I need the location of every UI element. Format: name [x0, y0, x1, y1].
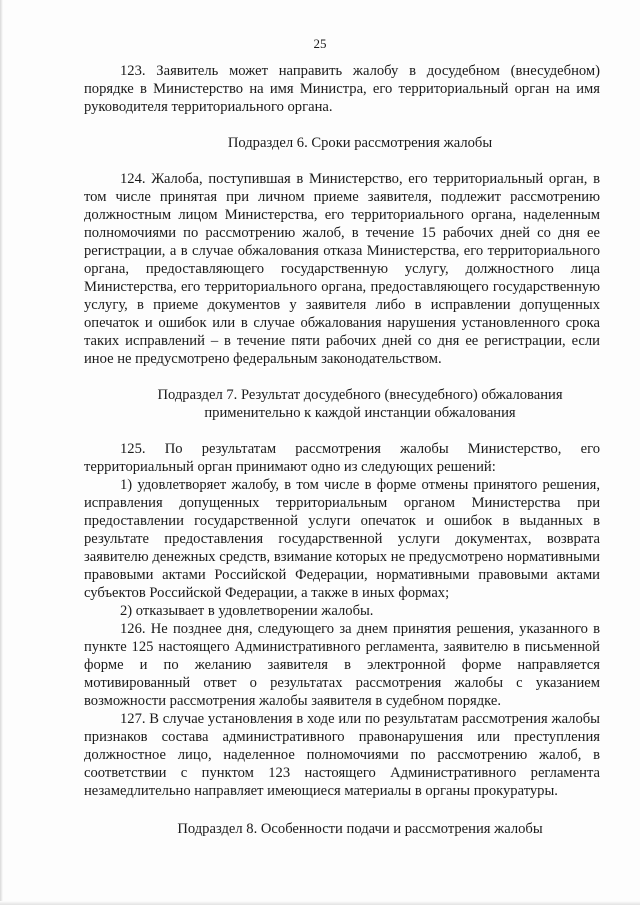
paragraph-126: 126. Не позднее дня, следующего за днем принятия решения, указанного в пункте 125 настоящего Административного регламента, заявителю в письменной форме и по желанию заявителя в электронной форме направляется мотивированный ответ о результатах рассмотрения жалобы с указанием возможности рассмотрения жалобы заявителя в судебном порядке. — [84, 621, 600, 709]
paragraph-123: 123. Заявитель может направить жалобу в досудебном (внесудебном) порядке в Министерство на имя Министра, его территориальный орган на имя руководителя территориального органа. — [84, 63, 600, 115]
paragraph-125-item-2: 2) отказывает в удовлетворении жалобы. — [120, 603, 374, 619]
paragraph-125-item-1: 1) удовлетворяет жалобу, в том числе в форме отмены принятого решения, исправления допущенных территориальным органом Министерства при предоставлении государственной услуги опечаток и ошибок в выданных в результате предоставления государственной услуги документах, возврата заявителю денежных средств, взимание которых не предусмотрено нормативными правовыми актами Российской Федерации, нормативными правовыми актами субъектов Российской Федерации, а также в иных формах; — [84, 477, 600, 601]
subsection-heading-7-line2: применительно к каждой инстанции обжалования — [204, 405, 516, 421]
subsection-heading-8: Подраздел 8. Особенности подачи и рассмотрения жалобы — [177, 821, 543, 837]
paragraph-125: 125. По результатам рассмотрения жалобы Министерство, его территориальный орган принимают одно из следующих решений: — [84, 441, 600, 475]
document-body — [84, 62, 600, 838]
subsection-heading-6: Подраздел 6. Сроки рассмотрения жалобы — [227, 135, 493, 151]
paragraph-124: 124. Жалоба, поступившая в Министерство, его территориальный орган, в том числе принятая при личном приеме заявителя, подлежит рассмотрению должностным лицом Министерства, его территориального органа, наделенным полномочиями по рассмотрению жалоб, в течение 15 рабочих дней со дня ее регистрации, а в случае обжалования отказа Министерства, его территориального органа, предоставляющего государственную услугу, должностного лица Министерства, его территориального органа, предоставляющего государственную услугу, в приеме документов у заявителя либо в исправлении допущенных опечаток и ошибок или в случае обжалования нарушения установленного срока таких исправлений – в течение пяти рабочих дней со дня ее регистрации, если иное не предусмотрено федеральным законодательством. — [84, 171, 600, 367]
scan-bottom-shadow — [0, 901, 640, 905]
page-number: 25 — [313, 36, 327, 51]
subsection-heading-7-line1: Подраздел 7. Результат досудебного (внесудебного) обжалования — [157, 387, 563, 403]
paragraph-127: 127. В случае установления в ходе или по результатам рассмотрения жалобы признаков состава административного правонарушения или преступления должностное лицо, наделенное полномочиями по рассмотрению жалоб, в соответствии с пунктом 123 настоящего Административного регламента незамедлительно направляет имеющиеся материалы в органы прокуратуры. — [84, 711, 600, 799]
scan-edge-shadow — [0, 0, 3, 905]
